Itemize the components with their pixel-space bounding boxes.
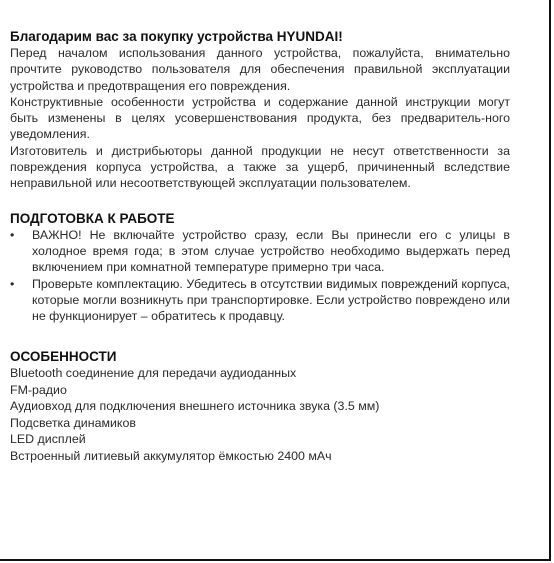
feature-item: Встроенный литиевый аккумулятор ёмкостью 2400 мАч (10, 448, 332, 463)
preparation-item-text: Проверьте комплектацию. Убедитесь в отсутствии видимых повреждений корпуса, которые могли возникнуть при транспортировке. Если устройство повреждено или не функционирует – обратитесь к продавцу. (32, 276, 510, 324)
intro-paragraph: Перед началом использования данного устройства, пожалуйста, внимательно прочтите руководство пользователя для обеспечения правильной эксплуатации устройства и предотвращения его повреждения. (10, 46, 510, 93)
features-section (10, 348, 510, 464)
bullet-icon: • (10, 227, 15, 242)
preparation-item-text: ВАЖНО! Не включайте устройство сразу, если Вы принесли его с улицы в холодное время года; в этом случае устройство необходимо выдержать перед включением при комнатной температуре примерно три часа. (32, 227, 510, 275)
intro-paragraph: Изготовитель и дистрибьюторы данной продукции не несут ответственности за повреждения корпуса устройства, а также за ущерб, причиненный вследствие неправильной или несоответствующей эксплуатации пользователем. (10, 143, 510, 191)
preparation-section (10, 210, 510, 325)
feature-item: Bluetooth соединение для передачи аудиоданных (10, 366, 297, 381)
feature-item: Аудиовход для подключения внешнего источника звука (3.5 мм) (10, 399, 380, 414)
preparation-title: ПОДГОТОВКА К РАБОТЕ (10, 210, 175, 226)
bullet-icon: • (10, 276, 15, 291)
feature-item: Подсветка динамиков (10, 415, 136, 430)
features-title: ОСОБЕННОСТИ (10, 349, 117, 365)
preparation-item (10, 276, 510, 325)
intro-paragraph: Конструктивные особенности устройства и содержание данной инструкции могут быть изменены в целях усовершенствования продукта, без предваритель-ного уведомления. (10, 94, 510, 142)
intro-section (10, 28, 510, 192)
feature-item: LED дисплей (10, 432, 86, 447)
page-content (10, 28, 510, 464)
preparation-list (10, 227, 510, 325)
intro-title: Благодарим вас за покупку устройства HYUNDAI! (10, 29, 343, 44)
feature-item: FM-радио (10, 382, 67, 397)
preparation-item (10, 227, 510, 276)
